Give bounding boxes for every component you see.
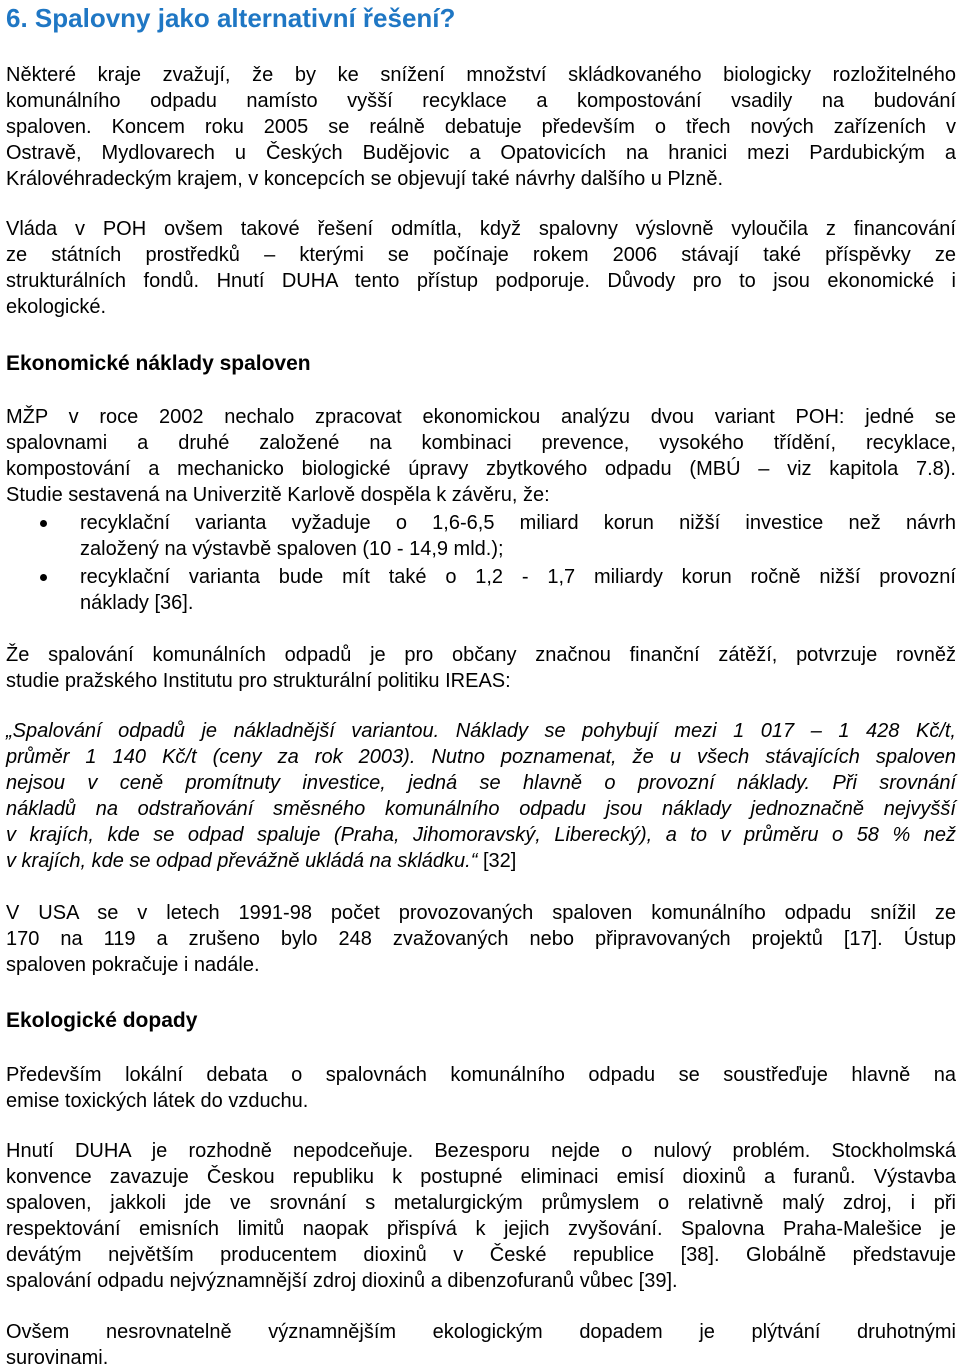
text-line: založený na výstavbě spaloven (10 - 14,9 mld.);: [80, 538, 504, 560]
text-line: komunálního odpadu namísto vyšší recyklace a kompostování vsadily na budování: [6, 90, 956, 112]
text-line: spaloven. Koncem roku 2005 se reálně debatuje především o třech nových zařízeních v: [6, 116, 956, 138]
paragraph-conclusion: [6, 1319, 956, 1371]
paragraph-local-debate: [6, 1062, 956, 1114]
citation-ref: [32]: [477, 850, 517, 872]
text-line: Královéhradeckým krajem, v koncepcích se objevují také návrhy dalšího u Plzně.: [6, 168, 724, 190]
paragraph-intro: [6, 62, 956, 192]
text-line: surovinami.: [6, 1347, 109, 1369]
text-line: konvence zavazuje Českou republiku k postupné eliminaci emisí dioxinů a furanů. Výstavba: [6, 1166, 956, 1188]
text-line: emise toxických látek do vzduchu.: [6, 1090, 309, 1112]
text-line: studie pražského Institutu pro strukturální politiku IREAS:: [6, 670, 511, 692]
text-line: V USA se v letech 1991-98 počet provozovaných spaloven komunálního odpadu snížil ze: [6, 902, 956, 924]
text-line: Že spalování komunálních odpadů je pro občany značnou finanční zátěží, potvrzuje rovněž: [6, 644, 956, 666]
quote-line: v krajích, kde se odpad spaluje (Praha, Jihomoravský, Liberecký), a to v průměru o 58 % než: [6, 824, 956, 846]
text-line: ze státních prostředků – kterými se počínaje rokem 2006 stávají také příspěvky ze: [6, 244, 956, 266]
paragraph-ireas: [6, 642, 956, 694]
text-line: Hnutí DUHA je rozhodně nepodceňuje. Bezesporu nejde o nulový problém. Stockholmská: [6, 1140, 956, 1162]
heading-ecological-impacts: Ekologické dopady: [6, 1009, 198, 1032]
text-line: spaloven pokračuje i nadále.: [6, 954, 260, 976]
bullet-icon: [40, 520, 47, 527]
quote-line: průměr 1 140 Kč/t (ceny za rok 2003). Nutno poznamenat, že u všech stávajících spaloven: [6, 746, 956, 768]
text-line: strukturálních fondů. Hnutí DUHA tento přístup podporuje. Důvody pro to jsou ekonomické i: [6, 270, 956, 292]
list-item: [6, 564, 956, 616]
text-line: Ostravě, Mydlovarech u Českých Budějovic a Opatovicích na hranici mezi Pardubickým a: [6, 142, 956, 164]
section-title: 6. Spalovny jako alternativní řešení?: [6, 3, 456, 33]
paragraph-analysis: [6, 404, 956, 508]
quote-block: [6, 718, 956, 874]
text-line: Ovšem nesrovnatelně významnějším ekologickým dopadem je plýtvání druhotnými: [6, 1321, 956, 1343]
text-line: spalování odpadu nejvýznamnější zdroj dioxinů a dibenzofuranů vůbec [39].: [6, 1270, 678, 1292]
text-line: Především lokální debata o spalovnách komunálního odpadu se soustřeďuje hlavně na: [6, 1064, 956, 1086]
list-item: [6, 510, 956, 562]
quote-line: nejsou v ceně promítnuty investice, jedná se hlavně o provozní náklady. Při srovnání: [6, 772, 956, 794]
text-line: 170 na 119 a zrušeno bylo 248 zvažovaných nebo připravovaných projektů [17]. Ústup: [6, 928, 956, 950]
text-line: MŽP v roce 2002 nechalo zpracovat ekonomickou analýzu dvou variant POH: jedné se: [6, 406, 956, 428]
text-line: spaloven, jakkoli jde ve srovnání s metalurgickým průmyslem o relativně malý zdroj, i při: [6, 1192, 956, 1214]
bullet-icon: [40, 574, 47, 581]
text-line: náklady [36].: [80, 592, 194, 614]
paragraph-usa: [6, 900, 956, 978]
quote-text: v krajích, kde se odpad převážně ukládá na skládku.“: [6, 850, 478, 872]
text-line: recyklační varianta vyžaduje o 1,6-6,5 miliard korun nižší investice než návrh: [80, 512, 956, 534]
text-line: ekologické.: [6, 296, 107, 318]
heading-economic-costs: Ekonomické náklady spaloven: [6, 352, 311, 375]
text-line: kompostování a mechanicko biologické úpravy zbytkového odpadu (MBÚ – viz kapitola 7.8).: [6, 458, 956, 480]
paragraph-government: [6, 216, 956, 320]
quote-line: „Spalování odpadů je nákladnější variantou. Náklady se pohybují mezi 1 017 – 1 428 Kč/t,: [6, 720, 956, 742]
quote-last-line: [6, 848, 956, 874]
text-line: respektování emisních limitů naopak přispívá k jejich zvyšování. Spalovna Praha-Malešice je: [6, 1218, 956, 1240]
text-line: Některé kraje zvažují, že by ke snížení množství skládkovaného biologicky rozložitelného: [6, 64, 956, 86]
text-line: recyklační varianta bude mít také o 1,2 - 1,7 miliardy korun ročně nižší provozní: [80, 566, 956, 588]
text-line: devátým největším producentem dioxinů v České republice [38]. Globálně představuje: [6, 1244, 956, 1266]
quote-line: nákladů na odstraňování směsného komunálního odpadu jsou náklady jednoznačně nejvyšší: [6, 798, 956, 820]
paragraph-duha: [6, 1138, 956, 1294]
bullet-list: [6, 510, 956, 618]
text-line: Studie sestavená na Univerzitě Karlově dospěla k závěru, že:: [6, 484, 550, 506]
text-line: spalovnami a druhé založené na kombinaci prevence, vysokého třídění, recyklace,: [6, 432, 956, 454]
text-line: Vláda v POH ovšem takové řešení odmítla, když spalovny výslovně vyloučila z financování: [6, 218, 956, 240]
